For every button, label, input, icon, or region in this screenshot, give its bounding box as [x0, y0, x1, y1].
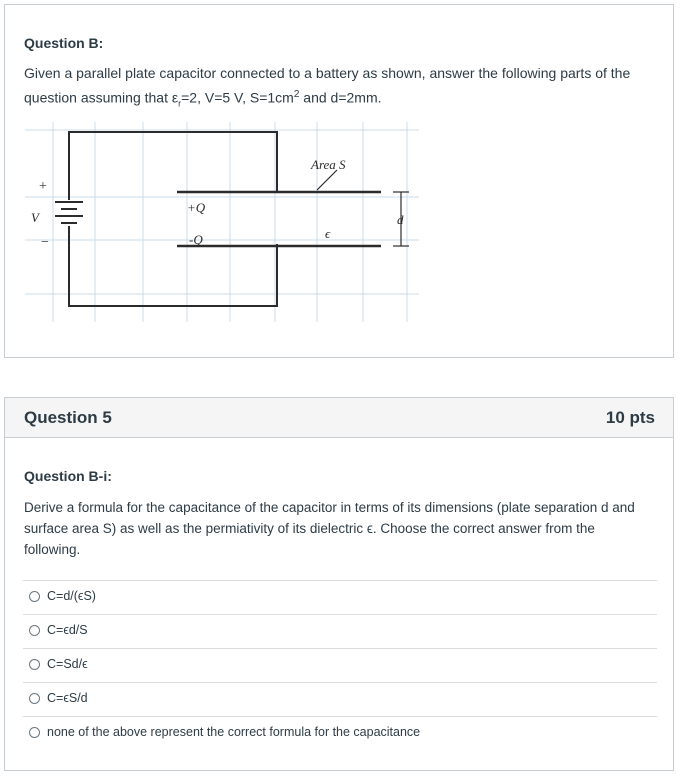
radio-icon[interactable]: [29, 727, 40, 738]
question-5-header: [5, 398, 673, 438]
answer-label[interactable]: C=d/(ϵS): [47, 589, 96, 603]
answer-option[interactable]: [23, 716, 657, 750]
answer-label[interactable]: C=ϵS/d: [47, 691, 88, 705]
answer-option[interactable]: [23, 682, 657, 716]
answer-label[interactable]: C=ϵd/S: [47, 623, 88, 637]
radio-icon[interactable]: [29, 659, 40, 670]
plus-q-label: +Q: [187, 200, 206, 215]
radio-icon[interactable]: [29, 591, 40, 602]
plus-sign: +: [39, 179, 47, 194]
d-label: d: [397, 212, 404, 227]
question-b-i-heading: Question B-i:: [24, 468, 112, 484]
minus-q-label: -Q: [189, 232, 203, 247]
question-b-card: [4, 4, 674, 358]
v-label: V: [31, 210, 39, 225]
question-b-text: Given a parallel plate capacitor connected to a battery as shown, answer the following parts of the question assuming that $\varepsilon_r=2$, V=5 V, $S=1cm^2$ and d=2mm.: [24, 65, 631, 109]
answer-option[interactable]: [23, 614, 657, 648]
epsilon-label: ϵ: [325, 226, 331, 241]
question-5-points: 10 pts: [605, 408, 655, 427]
question-b-i-prompt: Derive a formula for the capacitance of the capacitor in terms of its dimensions (plate separation d and surface area S) as well as the permiativity of its dielectric ϵ. Choose the correct answer from the following.: [24, 500, 635, 557]
answer-label[interactable]: none of the above represent the correct formula for the capacitance: [47, 725, 421, 739]
radio-icon[interactable]: [29, 625, 40, 636]
question-5-title: Question 5: [24, 408, 112, 427]
area-s-label: Area S: [311, 157, 346, 172]
minus-sign: −: [41, 235, 49, 250]
radio-icon[interactable]: [29, 693, 40, 704]
question-5-card: [4, 397, 674, 771]
question-b-heading: Question B:: [24, 35, 104, 51]
answer-label[interactable]: C=Sd/ϵ: [47, 657, 88, 671]
answer-option[interactable]: [23, 648, 657, 682]
capacitor-diagram: [25, 122, 419, 322]
answer-option[interactable]: [23, 580, 657, 614]
answer-list: [23, 580, 657, 750]
